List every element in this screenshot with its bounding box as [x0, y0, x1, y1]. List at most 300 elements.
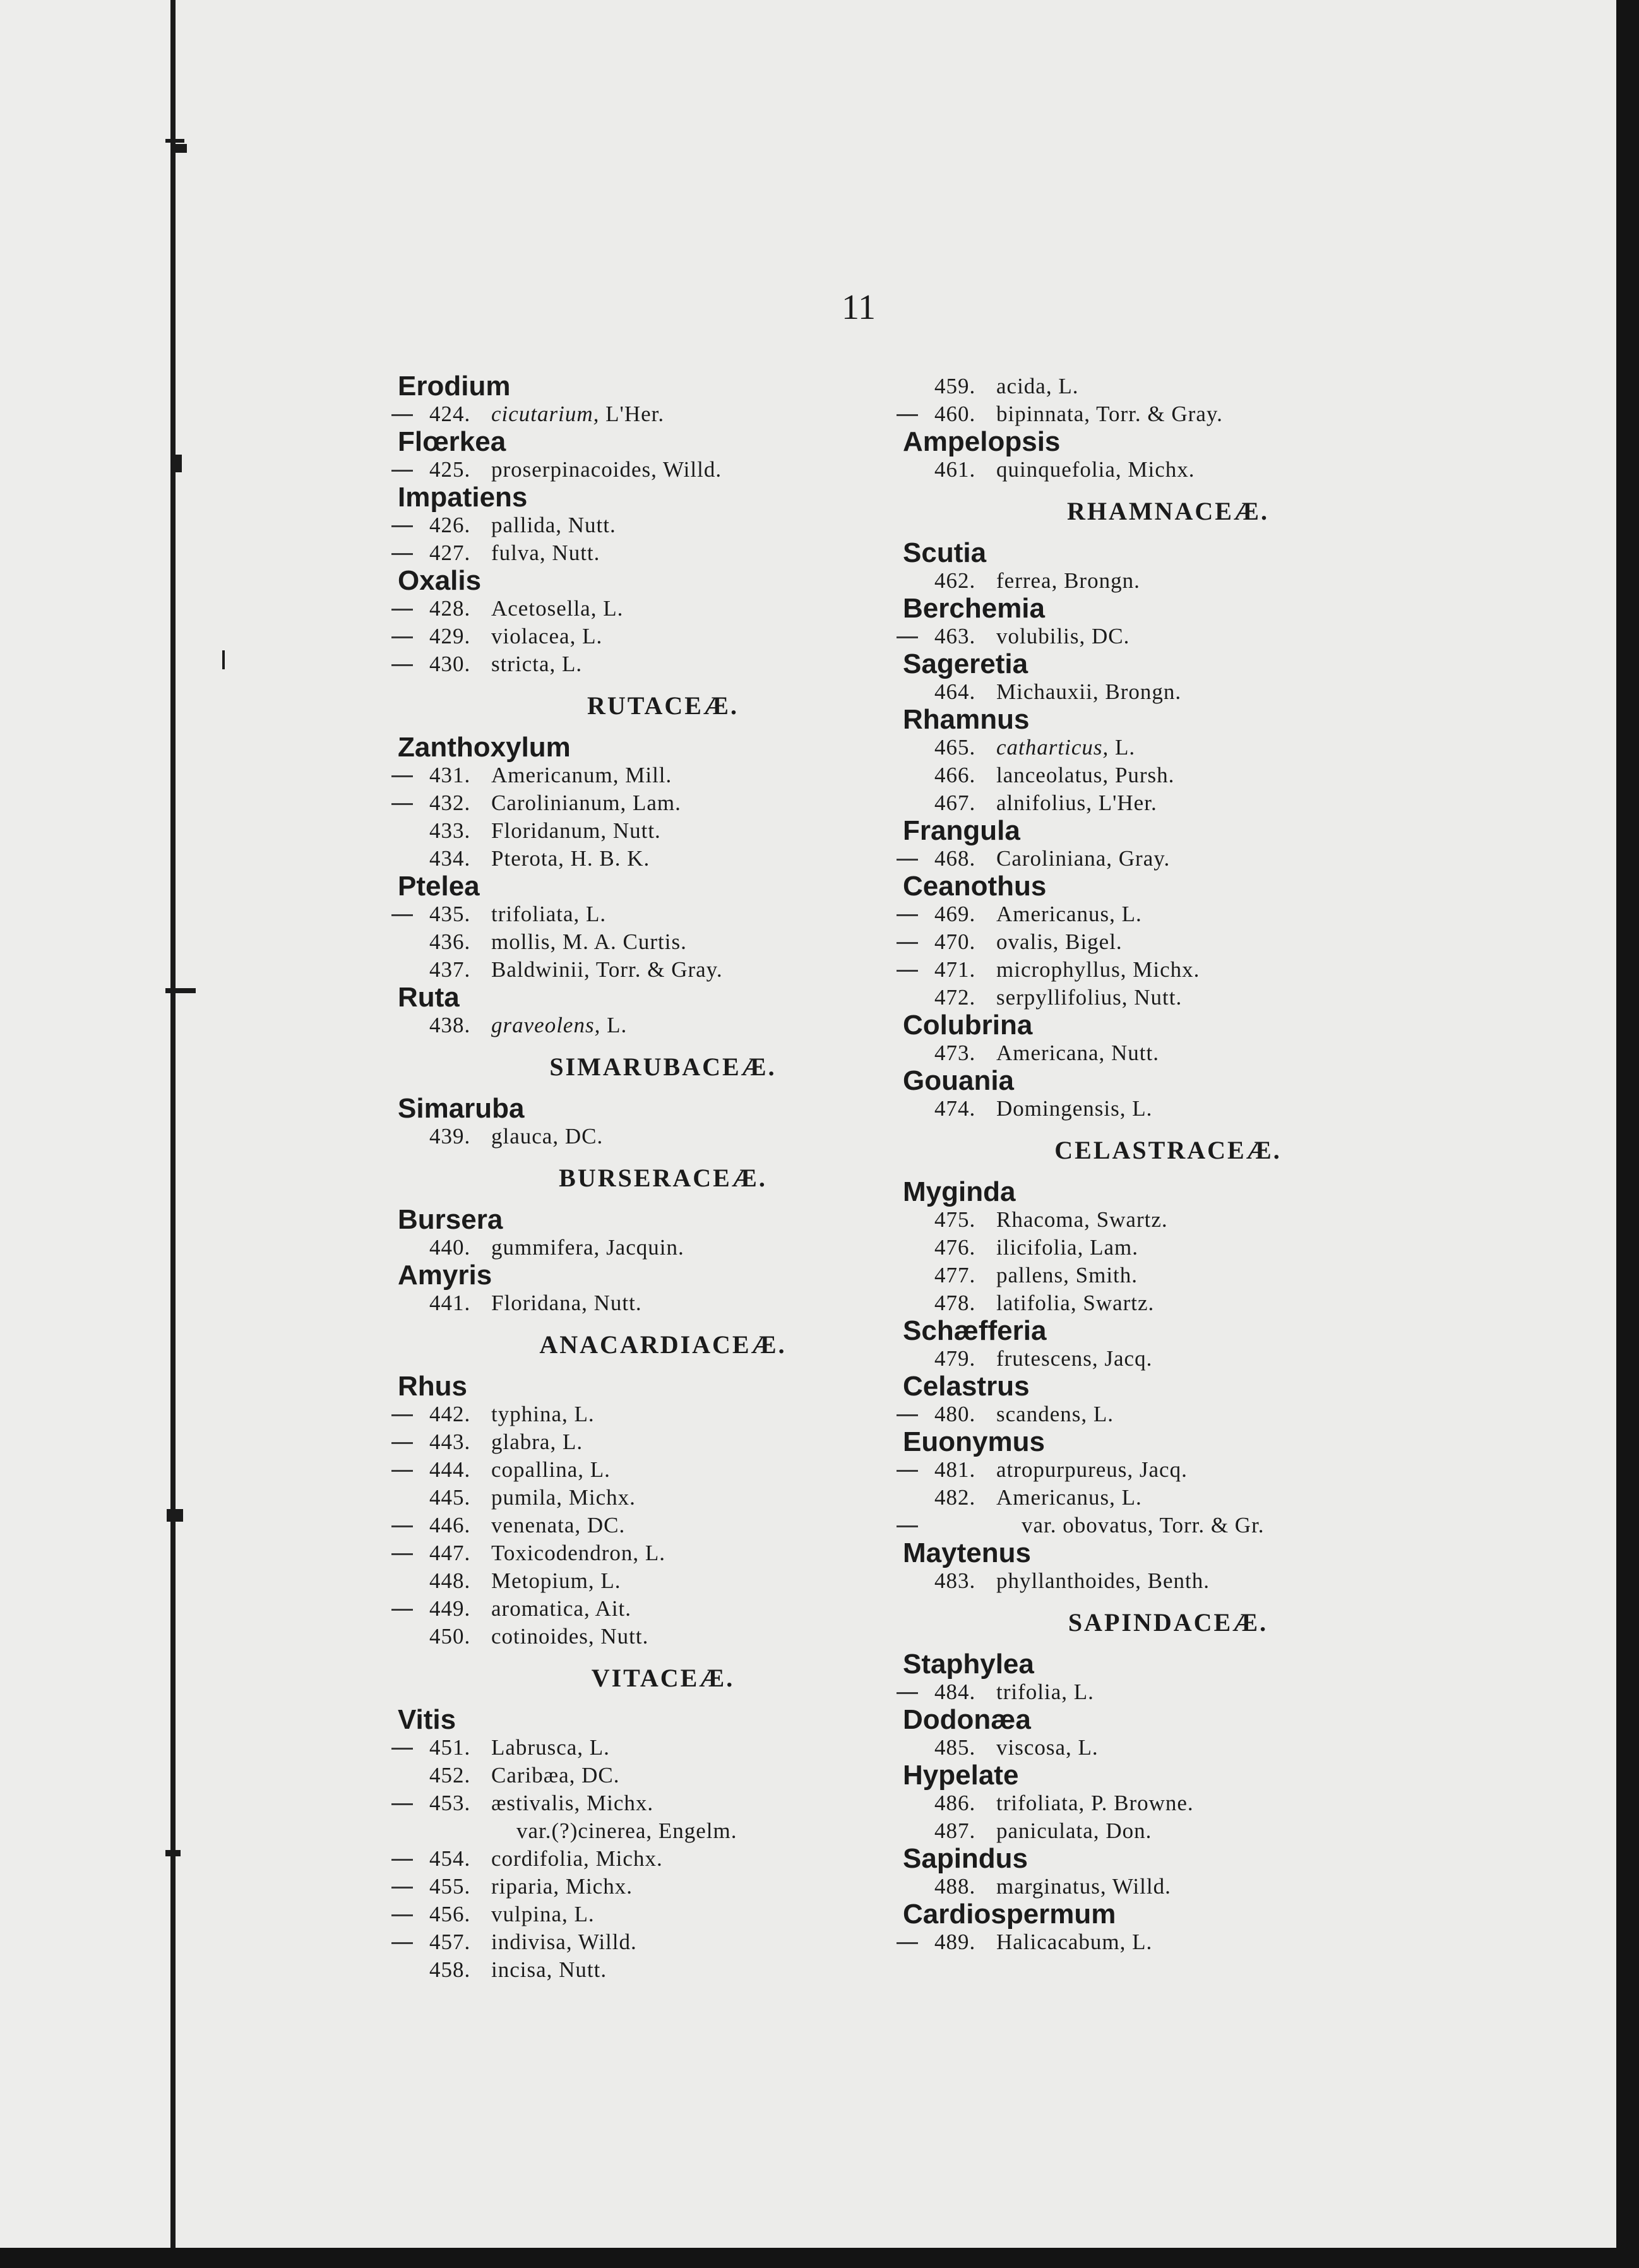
species-author: L'Her. [599, 402, 665, 426]
species-number: 488. [934, 1874, 976, 1899]
species-name: Floridana, [491, 1291, 588, 1315]
species-number: 474. [934, 1096, 976, 1121]
species-number: 429. [429, 624, 471, 648]
species-number: 425. [429, 457, 471, 482]
species-name: gummifera, [491, 1235, 600, 1260]
species-number: 424. [429, 402, 471, 426]
genus-heading: Zanthoxylum [398, 732, 571, 763]
genus-heading: Sapindus [903, 1843, 1028, 1874]
species-number: 462. [934, 568, 976, 593]
species-name: vulpina, [491, 1902, 568, 1926]
species-name: Americanum, [491, 763, 619, 787]
species-number: 455. [429, 1874, 471, 1899]
species-author: Mill. [619, 763, 672, 787]
genus-heading: Oxalis [398, 565, 482, 596]
species-name: catharticus, [996, 735, 1109, 760]
species-number: 447. [429, 1541, 471, 1565]
species-author: L. [1109, 735, 1136, 760]
species-author: Smith. [1069, 1263, 1138, 1287]
species-entry [897, 1039, 1402, 1067]
species-name: atropurpureus, [996, 1457, 1134, 1482]
pencil-tick-mark [391, 803, 413, 805]
species-entry [391, 1512, 897, 1539]
genus-heading: Myginda [903, 1176, 1016, 1207]
family-heading: ANACARDIACEÆ. [539, 1330, 787, 1359]
species-number: 475. [934, 1207, 976, 1232]
species-author: L. [580, 902, 607, 926]
species-name: trifoliata, [996, 1791, 1085, 1815]
genus-heading: Erodium [398, 371, 511, 402]
species-author: L. [1068, 1680, 1094, 1704]
species-name: scandens, [996, 1402, 1088, 1426]
species-name: trifolia, [996, 1680, 1068, 1704]
species-name: marginatus, [996, 1874, 1107, 1899]
genus-heading: Hypelate [903, 1760, 1019, 1791]
species-number: 479. [934, 1346, 976, 1371]
pencil-tick-mark [391, 1414, 413, 1416]
species-author: Michx. [1121, 457, 1195, 482]
species-author: L. [1126, 1096, 1153, 1121]
species-number: 467. [934, 791, 976, 815]
genus-heading: Frangula [903, 815, 1020, 846]
pencil-tick-mark [391, 1553, 413, 1555]
species-name: viscosa, [996, 1735, 1072, 1760]
species-entry [897, 1456, 1402, 1484]
species-author: Nutt. [562, 513, 616, 537]
pencil-tick-mark [391, 470, 413, 472]
species-name: paniculata, [996, 1818, 1100, 1843]
species-author: Willd. [657, 457, 722, 482]
species-name: venenata, [491, 1513, 581, 1537]
species-number: 440. [429, 1235, 471, 1260]
species-author: L. [600, 1013, 628, 1037]
species-author: L. [583, 1735, 610, 1760]
species-entry [391, 845, 897, 873]
genus-heading: Scutia [903, 537, 987, 568]
species-number: 465. [934, 735, 976, 760]
species-entry [897, 789, 1402, 817]
species-number: 476. [934, 1235, 976, 1260]
species-author: Lam. [626, 791, 681, 815]
pencil-tick-mark [897, 1692, 918, 1694]
species-author: Jacquin. [600, 1235, 684, 1260]
species-entry [391, 1623, 897, 1650]
species-entry [897, 1789, 1402, 1817]
pencil-tick-mark [391, 914, 413, 916]
genus-heading: Celastrus [903, 1371, 1030, 1402]
species-author: H. B. K. [564, 846, 650, 871]
genus-heading: Dodonæa [903, 1704, 1031, 1735]
species-author: Nutt. [545, 540, 600, 565]
species-name: fulva, [491, 540, 546, 565]
species-name: violacea, [491, 624, 576, 648]
pencil-tick-mark [391, 609, 413, 611]
margin-mark [176, 144, 187, 153]
genus-heading: Ptelea [398, 871, 480, 902]
species-number: 477. [934, 1263, 976, 1287]
species-number: 449. [429, 1596, 471, 1621]
family-heading: VITACEÆ. [591, 1664, 735, 1692]
species-entry [897, 1345, 1402, 1373]
pencil-tick-mark [897, 970, 918, 972]
pencil-tick-mark [391, 636, 413, 638]
species-entry [391, 1928, 897, 1956]
pencil-tick-mark [897, 414, 918, 416]
species-name: graveolens, [491, 1013, 601, 1037]
species-entry [897, 984, 1402, 1012]
species-author: Michx. [1126, 957, 1200, 982]
genus-heading: Schæfferia [903, 1315, 1047, 1346]
species-author: Torr. & Gray. [1090, 402, 1223, 426]
species-entry [391, 1845, 897, 1873]
genus-heading: Vitis [398, 1704, 456, 1735]
species-author: L. [576, 624, 603, 648]
species-number: 470. [934, 929, 976, 954]
species-author: Brongn. [1058, 568, 1140, 593]
species-entry [897, 734, 1402, 761]
genus-heading: Ampelopsis [903, 426, 1061, 457]
pencil-tick-mark [897, 1414, 918, 1416]
species-number: 469. [934, 902, 976, 926]
species-entry [897, 761, 1402, 789]
species-entry [391, 1789, 897, 1817]
species-name: Halicacabum, [996, 1930, 1126, 1954]
pencil-tick-mark [391, 664, 413, 666]
species-name: indivisa, [491, 1930, 573, 1954]
species-author: Jacq. [1133, 1457, 1188, 1482]
species-name: æstivalis, [491, 1791, 581, 1815]
species-author: DC. [559, 1124, 604, 1149]
species-entry [391, 1567, 897, 1595]
species-name: microphyllus, [996, 957, 1127, 982]
genus-heading: Staphylea [903, 1649, 1034, 1680]
species-entry [391, 1595, 897, 1623]
species-author: Michx. [562, 1485, 636, 1510]
species-author: L. [597, 596, 624, 621]
species-author: Swartz. [1090, 1207, 1168, 1232]
species-name: Toxicodendron, [491, 1541, 640, 1565]
species-number: 458. [429, 1957, 471, 1982]
pencil-tick-mark [391, 525, 413, 527]
species-entry [897, 845, 1402, 873]
species-entry [391, 1484, 897, 1512]
species-author: Swartz. [1076, 1291, 1155, 1315]
species-number: 489. [934, 1930, 976, 1954]
species-number: 443. [429, 1429, 471, 1454]
species-name: Baldwinii, [491, 957, 590, 982]
variety-line [391, 1817, 897, 1845]
species-name: ilicifolia, [996, 1235, 1084, 1260]
pencil-tick-mark [897, 1942, 918, 1944]
species-entry [897, 1289, 1402, 1317]
species-entry [897, 900, 1402, 928]
species-entry [391, 789, 897, 817]
species-entry [897, 928, 1402, 956]
species-entry [391, 1123, 897, 1150]
species-name: aromatica, [491, 1596, 590, 1621]
species-number: 468. [934, 846, 976, 871]
species-name: bipinnata, [996, 402, 1090, 426]
species-name: Acetosella, [491, 596, 597, 621]
species-number: 466. [934, 763, 976, 787]
pencil-tick-mark [897, 942, 918, 944]
species-author: L. [1052, 374, 1079, 398]
pencil-tick-mark [391, 1525, 413, 1527]
species-author: Pursh. [1109, 763, 1175, 787]
species-entry [391, 595, 897, 623]
genus-heading: Bursera [398, 1204, 503, 1235]
species-name: typhina, [491, 1402, 568, 1426]
species-name: frutescens, [996, 1346, 1099, 1371]
species-number: 487. [934, 1818, 976, 1843]
left-column [391, 373, 897, 1984]
species-name: latifolia, [996, 1291, 1077, 1315]
pencil-tick-mark [391, 1803, 413, 1805]
species-author: Jacq. [1098, 1346, 1153, 1371]
species-author: L. [1071, 1735, 1099, 1760]
species-author: L. [556, 1429, 583, 1454]
species-name: glauca, [491, 1124, 559, 1149]
species-number: 442. [429, 1402, 471, 1426]
species-name: proserpinacoides, [491, 457, 657, 482]
species-author: Nutt. [607, 818, 661, 843]
species-entry [897, 678, 1402, 706]
genus-heading: Ruta [398, 982, 460, 1013]
species-number: 434. [429, 846, 471, 871]
species-entry [391, 623, 897, 650]
species-entry [897, 1262, 1402, 1289]
species-author: Gray. [1112, 846, 1171, 871]
family-heading: SAPINDACEÆ. [1068, 1608, 1268, 1637]
pencil-tick-mark [897, 636, 918, 638]
genus-heading: Colubrina [903, 1010, 1033, 1041]
species-name: acida, [996, 374, 1052, 398]
species-number: 433. [429, 818, 471, 843]
species-entry [897, 456, 1402, 484]
species-number: 484. [934, 1680, 976, 1704]
species-number: 460. [934, 402, 976, 426]
species-entry [391, 1956, 897, 1984]
species-number: 441. [429, 1291, 471, 1315]
species-entry [391, 1289, 897, 1317]
species-entry [897, 373, 1402, 400]
species-name: Domingensis, [996, 1096, 1126, 1121]
species-name: copallina, [491, 1457, 585, 1482]
genus-heading: Sageretia [903, 648, 1028, 679]
species-entry [391, 511, 897, 539]
species-name: cotinoides, [491, 1624, 595, 1649]
species-author: Willd. [572, 1930, 637, 1954]
species-entry [391, 761, 897, 789]
species-author: L. [568, 1402, 595, 1426]
species-number: 461. [934, 457, 976, 482]
family-heading: RUTACEÆ. [587, 691, 739, 720]
genus-heading: Flœrkea [398, 426, 506, 457]
species-entry [391, 1734, 897, 1762]
species-number: 438. [429, 1013, 471, 1037]
species-number: 483. [934, 1568, 976, 1593]
species-name: quinquefolia, [996, 457, 1122, 482]
species-author: Michx. [589, 1846, 663, 1871]
species-number: 450. [429, 1624, 471, 1649]
species-author: DC. [575, 1763, 620, 1788]
species-number: 428. [429, 596, 471, 621]
species-name: serpyllifolius, [996, 985, 1128, 1010]
species-name: pallens, [996, 1263, 1070, 1287]
genus-heading: Amyris [398, 1260, 492, 1291]
species-name: Rhacoma, [996, 1207, 1090, 1232]
species-author: L. [1115, 1485, 1142, 1510]
genus-heading: Euonymus [903, 1426, 1045, 1457]
species-author: Willd. [1106, 1874, 1171, 1899]
species-author: Brongn. [1099, 679, 1182, 704]
species-entry [897, 1817, 1402, 1845]
margin-mark [222, 650, 225, 669]
species-author: L. [639, 1541, 666, 1565]
species-entry [897, 623, 1402, 650]
species-name: Americana, [996, 1041, 1106, 1065]
species-number: 463. [934, 624, 976, 648]
species-number: 480. [934, 1402, 976, 1426]
species-author: Michx. [559, 1874, 633, 1899]
species-number: 451. [429, 1735, 471, 1760]
page-number: 11 [842, 288, 876, 327]
species-name: riparia, [491, 1874, 560, 1899]
species-name: incisa, [491, 1957, 553, 1982]
pencil-tick-mark [897, 1470, 918, 1472]
species-author: Michx. [580, 1791, 654, 1815]
genus-heading: Ceanothus [903, 871, 1047, 902]
species-name: Americanus, [996, 1485, 1116, 1510]
binding-edge [170, 0, 176, 2248]
species-author: Nutt. [1105, 1041, 1160, 1065]
species-entry [391, 650, 897, 678]
genus-heading: Gouania [903, 1065, 1015, 1096]
species-number: 445. [429, 1485, 471, 1510]
species-number: 464. [934, 679, 976, 704]
species-author: Benth. [1141, 1568, 1210, 1593]
family-heading: RHAMNACEÆ. [1067, 497, 1269, 525]
species-entry [897, 1678, 1402, 1706]
species-number: 472. [934, 985, 976, 1010]
species-name: Pterota, [491, 846, 564, 871]
species-author: L. [556, 652, 583, 676]
species-author: L. [584, 1457, 611, 1482]
species-number: 454. [429, 1846, 471, 1871]
species-number: 453. [429, 1791, 471, 1815]
species-name: Labrusca, [491, 1735, 584, 1760]
species-entry [391, 1012, 897, 1039]
species-number: 485. [934, 1735, 976, 1760]
species-entry [391, 1873, 897, 1901]
species-number: 436. [429, 929, 471, 954]
species-number: 482. [934, 1485, 976, 1510]
species-author: Nutt. [594, 1624, 649, 1649]
species-number: 481. [934, 1457, 976, 1482]
species-number: 456. [429, 1902, 471, 1926]
species-entry [391, 1400, 897, 1428]
species-author: DC. [1085, 624, 1130, 648]
species-author: Nutt. [587, 1291, 642, 1315]
pencil-tick-mark [391, 1442, 413, 1444]
species-name: alnifolius, [996, 791, 1092, 815]
variety-text: var. obovatus, Torr. & Gr. [1022, 1513, 1265, 1537]
species-entry [897, 400, 1402, 428]
species-name: ferrea, [996, 568, 1058, 593]
species-author: Don. [1099, 1818, 1152, 1843]
species-entry [391, 539, 897, 567]
pencil-tick-mark [391, 775, 413, 777]
species-author: Ait. [590, 1596, 632, 1621]
species-author: L. [568, 1902, 595, 1926]
family-heading: SIMARUBACEÆ. [549, 1053, 777, 1081]
margin-mark [167, 1509, 183, 1522]
species-name: cordifolia, [491, 1846, 590, 1871]
species-author: DC. [581, 1513, 626, 1537]
species-entry [391, 900, 897, 928]
species-author: Torr. & Gray. [590, 957, 723, 982]
species-name: Metopium, [491, 1568, 595, 1593]
species-number: 426. [429, 513, 471, 537]
species-entry [897, 1234, 1402, 1262]
genus-heading: Rhamnus [903, 704, 1030, 735]
species-number: 459. [934, 374, 976, 398]
species-number: 427. [429, 540, 471, 565]
species-author: Lam. [1083, 1235, 1138, 1260]
species-entry [897, 567, 1402, 595]
species-entry [897, 1734, 1402, 1762]
species-number: 435. [429, 902, 471, 926]
species-name: Michauxii, [996, 679, 1099, 704]
species-number: 437. [429, 957, 471, 982]
species-name: volubilis, [996, 624, 1086, 648]
variety-line [897, 1512, 1402, 1539]
species-entry [391, 1901, 897, 1928]
species-name: pallida, [491, 513, 562, 537]
species-author: M. A. Curtis. [556, 929, 687, 954]
pencil-tick-mark [391, 1887, 413, 1889]
species-entry [897, 1873, 1402, 1901]
species-name: cicutarium, [491, 402, 600, 426]
margin-mark [165, 1850, 181, 1856]
species-number: 452. [429, 1763, 471, 1788]
pencil-tick-mark [391, 1748, 413, 1750]
margin-mark [165, 988, 196, 993]
species-number: 431. [429, 763, 471, 787]
species-entry [391, 928, 897, 956]
species-name: stricta, [491, 652, 556, 676]
pencil-tick-mark [391, 1942, 413, 1944]
pencil-tick-mark [897, 859, 918, 861]
species-name: pumila, [491, 1485, 563, 1510]
species-author: P. Browne. [1085, 1791, 1194, 1815]
species-number: 444. [429, 1457, 471, 1482]
pencil-tick-mark [391, 1859, 413, 1861]
pencil-tick-mark [391, 1914, 413, 1916]
species-entry [897, 956, 1402, 984]
species-author: L'Her. [1092, 791, 1157, 815]
species-number: 446. [429, 1513, 471, 1537]
species-entry [897, 1484, 1402, 1512]
species-name: phyllanthoides, [996, 1568, 1141, 1593]
species-name: Carolinianum, [491, 791, 627, 815]
pencil-tick-mark [391, 1609, 413, 1611]
species-number: 432. [429, 791, 471, 815]
genus-heading: Simaruba [398, 1093, 525, 1124]
species-number: 430. [429, 652, 471, 676]
margin-mark [165, 139, 184, 143]
species-author: L. [1126, 1930, 1153, 1954]
